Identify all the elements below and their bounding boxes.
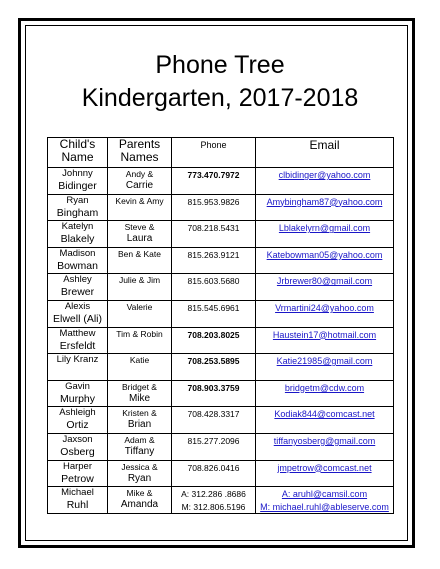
child-last-name: Ruhl: [66, 499, 89, 512]
table-row: [48, 274, 394, 301]
parents-cell: [108, 354, 172, 381]
email-link[interactable]: Katebowman05@yahoo.com: [266, 249, 383, 260]
parents-cell: [108, 300, 172, 327]
phone-cell: [172, 433, 256, 460]
child-first-name: Ashleigh: [59, 407, 96, 419]
phone-number: 815.603.5680: [187, 276, 240, 287]
header-parents-names: Parents Names: [108, 138, 172, 168]
parents-line-1: Tim & Robin: [116, 328, 163, 339]
child-name-cell: [48, 380, 108, 407]
phone-number: 708.826.0416: [187, 462, 240, 473]
email-link[interactable]: bridgetm@cdw.com: [284, 382, 365, 393]
email-cell: [256, 487, 394, 514]
phone-number: 708.218.5431: [187, 223, 240, 234]
parents-line-1: Jessica &: [121, 461, 158, 472]
parents-line-2: Brian: [127, 419, 152, 431]
parents-line-2: Carrie: [125, 180, 154, 191]
email-cell: [256, 221, 394, 248]
parents-cell: [108, 460, 172, 487]
parents-line-1: Steve &: [124, 222, 155, 233]
child-name-cell: [48, 194, 108, 221]
email-link[interactable]: A: aruhl@camsil.com: [281, 489, 368, 500]
email-link[interactable]: jmpetrow@comcast.net: [277, 462, 372, 473]
table-row: [48, 354, 394, 381]
phone-number: 708.253.5895: [187, 356, 240, 367]
parents-line-1: Kevin & Amy: [115, 195, 164, 206]
phone-number: 708.203.8025: [187, 329, 240, 340]
table-row: [48, 221, 394, 248]
email-link[interactable]: clbidinger@yahoo.com: [278, 170, 371, 180]
email-cell: [256, 380, 394, 407]
table-row: [48, 460, 394, 487]
table-row: [48, 433, 394, 460]
email-cell: [256, 327, 394, 354]
child-name-cell: [48, 300, 108, 327]
child-first-name: Lily Kranz: [56, 354, 99, 366]
phone-number-2: M: 312.806.5196: [181, 502, 246, 513]
email-cell: [256, 407, 394, 434]
email-cell: [256, 247, 394, 274]
phone-cell: [172, 380, 256, 407]
child-last-name: Petrow: [61, 472, 94, 485]
table-row: [48, 407, 394, 434]
table-row: [48, 168, 394, 195]
child-last-name: Brewer: [60, 286, 95, 299]
email-cell: [256, 460, 394, 487]
child-first-name: Ryan: [66, 194, 89, 206]
phone-cell: [172, 327, 256, 354]
child-name-cell: [48, 327, 108, 354]
parents-cell: [108, 327, 172, 354]
email-link[interactable]: Kodiak844@comcast.net: [274, 409, 375, 420]
child-first-name: Matthew: [59, 327, 96, 339]
phone-cell: [172, 487, 256, 514]
email-link[interactable]: Katie21985@gmail.com: [276, 356, 373, 367]
email-cell: [256, 274, 394, 301]
child-first-name: Harper: [62, 460, 93, 472]
parents-cell: [108, 487, 172, 514]
child-last-name: Bidinger: [58, 180, 97, 192]
child-last-name: Ortiz: [66, 419, 89, 432]
child-last-name: Bowman: [57, 259, 98, 272]
table-row: [48, 300, 394, 327]
phone-cell: [172, 274, 256, 301]
email-cell: [256, 354, 394, 381]
parents-cell: [108, 194, 172, 221]
child-last-name: Murphy: [59, 392, 95, 405]
phone-number: 815.545.6961: [187, 302, 240, 313]
phone-cell: [172, 194, 256, 221]
parents-line-1: Ben & Kate: [117, 248, 161, 259]
phone-number: 708.903.3759: [187, 382, 240, 393]
parents-cell: [108, 380, 172, 407]
parents-line-2: Tiffany: [124, 445, 155, 457]
child-name-cell: [48, 274, 108, 301]
child-last-name: Osberg: [60, 445, 95, 458]
child-last-name: Bingham: [56, 206, 99, 219]
phone-cell: [172, 221, 256, 248]
parents-line-1: Julie & Jim: [118, 275, 161, 286]
child-first-name: Johnny: [62, 168, 93, 179]
phone-cell: [172, 407, 256, 434]
email-link[interactable]: Jrbrewer80@gmail.com: [276, 276, 373, 287]
phone-number: 815.277.2096: [187, 435, 240, 446]
table-row: [48, 487, 394, 514]
child-last-name: Blakely: [60, 233, 95, 246]
table-header-row: [48, 138, 394, 168]
child-last-name: Elwell (Ali): [52, 312, 102, 325]
email-cell: [256, 433, 394, 460]
parents-line-2: Ryan: [127, 472, 152, 484]
email-cell: [256, 168, 394, 195]
table-row: [48, 247, 394, 274]
child-last-name: Ersfeldt: [59, 339, 96, 352]
title-line-2: Kindergarten, 2017-2018: [81, 84, 359, 112]
child-first-name: Jaxson: [62, 433, 93, 445]
parents-line-2: Mike: [128, 392, 151, 404]
phone-number: 773.470.7972: [187, 170, 240, 180]
parents-cell: [108, 274, 172, 301]
child-name-cell: [48, 221, 108, 248]
header-email: Email: [256, 138, 394, 168]
parents-line-2: Laura: [126, 233, 153, 245]
email-link[interactable]: Amybingham87@yahoo.com: [266, 196, 383, 207]
parents-line-1: Adam &: [124, 434, 155, 445]
table-row: [48, 327, 394, 354]
phone-cell: [172, 460, 256, 487]
header-phone: Phone: [172, 138, 256, 168]
child-first-name: Alexis: [64, 300, 91, 312]
phone-cell: [172, 300, 256, 327]
parents-line-1: Mike &: [126, 488, 153, 499]
child-name-cell: [48, 460, 108, 487]
email-link[interactable]: Haustein17@hotmail.com: [272, 329, 377, 340]
title-line-1: Phone Tree: [155, 51, 285, 79]
email-cell: [256, 194, 394, 221]
phone-cell: [172, 247, 256, 274]
table-row: [48, 380, 394, 407]
phone-number: 708.428.3317: [187, 409, 240, 420]
parents-cell: [108, 247, 172, 274]
email-cell: [256, 300, 394, 327]
header-child-name: Child's Name: [48, 138, 108, 168]
child-first-name: Madison: [59, 247, 96, 259]
phone-cell: [172, 168, 256, 195]
child-first-name: Gavin: [65, 380, 90, 392]
parents-line-1: Katie: [129, 355, 150, 366]
child-first-name: Katelyn: [61, 221, 94, 233]
child-name-cell: [48, 487, 108, 514]
parents-cell: [108, 407, 172, 434]
parents-line-1: Bridget &: [122, 381, 157, 392]
phone-number: 815.263.9121: [187, 249, 240, 260]
parents-cell: [108, 221, 172, 248]
email-link[interactable]: Lblakelyrn@gmail.com: [278, 223, 371, 234]
child-name-cell: [48, 433, 108, 460]
parents-line-2: Amanda: [120, 499, 159, 511]
parents-cell: [108, 433, 172, 460]
child-first-name: Ashley: [63, 274, 92, 286]
phone-number: 815.953.9826: [187, 196, 240, 207]
email-link-2[interactable]: M: michael.ruhl@ableserve.com: [260, 502, 389, 513]
parents-line-1: Kristen &: [122, 408, 157, 419]
parents-line-1: Valerie: [126, 301, 153, 312]
phone-number: A: 312.286 .8686: [181, 489, 246, 500]
phone-cell: [172, 354, 256, 381]
parents-cell: [108, 168, 172, 195]
parents-line-1: Andy &: [125, 169, 154, 179]
child-first-name: Michael: [61, 487, 94, 499]
table-row: [48, 194, 394, 221]
child-name-cell: [48, 354, 108, 381]
child-name-cell: [48, 247, 108, 274]
email-link[interactable]: tiffanyosberg@gmail.com: [273, 435, 376, 446]
email-link[interactable]: Vrmartini24@yahoo.com: [275, 302, 374, 313]
child-name-cell: [48, 168, 108, 195]
child-name-cell: [48, 407, 108, 434]
phone-tree-table: [47, 137, 394, 514]
